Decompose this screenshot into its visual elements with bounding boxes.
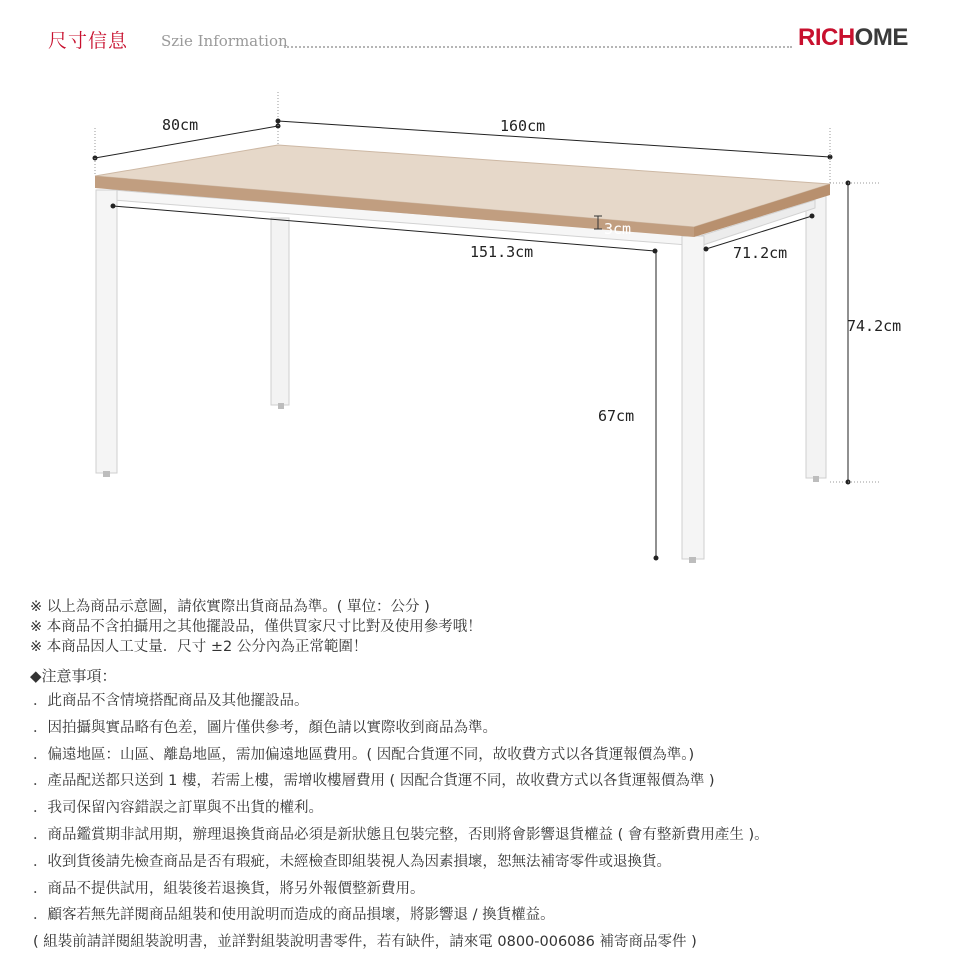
notes-list [33, 688, 950, 956]
dim-height-label: 74.2cm [847, 317, 902, 335]
disclaimer-line: ※ 以上為商品示意圖，請依實際出貨商品為準。( 單位：公分 ) [30, 599, 430, 615]
dim-inner-depth-label: 71.2cm [733, 244, 788, 262]
dim-width-label: 160cm [500, 117, 546, 135]
list-item: ．偏遠地區：山區、離島地區，需加偏遠地區費用。( 因配合貨運不同，故收費方式以各貨運報價為準。) [33, 746, 695, 763]
list-item: ．產品配送都只送到 1 樓，若需上樓，需增收樓層費用 ( 因配合貨運不同，故收費方式以各貨運報價為準 ) [33, 773, 715, 790]
disclaimer-line: ※ 本商品不含拍攝用之其他擺設品，僅供買家尺寸比對及使用參考哦！ [30, 619, 482, 635]
table-leg-front-left [96, 190, 117, 473]
dim-clearance-label: 67cm [598, 407, 635, 425]
list-item: ( 組裝前請詳閱組裝說明書，並詳對組裝說明書零件，若有缺件，請來電 0800-006086 補寄商品零件 ) [33, 934, 697, 951]
dim-thickness-label: 3cm [604, 220, 632, 238]
notes-heading: ◆注意事項： [30, 667, 117, 685]
notes-section [30, 597, 950, 956]
list-item: ．商品不提供試用，組裝後若退換貨，將另外報價整新費用。 [33, 880, 425, 897]
dim-depth-label: 80cm [162, 116, 199, 134]
section-subtitle: Szie Information [161, 32, 288, 50]
list-item: ．收到貨後請先檢查商品是否有瑕疵，未經檢查即組裝視人為因素損壞，恕無法補寄零件或退換貨。 [33, 853, 671, 870]
disclaimer-line: ※ 本商品因人工丈量．尺寸 ±2 公分內為正常範圍！ [30, 639, 368, 655]
list-item: ．商品鑑賞期非試用期，辦理退換貨商品必須是新狀態且包裝完整，否則將會影響退貨權益 ( 會有整新費用產生 )。 [33, 826, 769, 843]
dim-inner-width-label: 151.3cm [470, 243, 534, 261]
table-leg-front-right [682, 236, 704, 559]
section-title: 尺寸信息 [48, 30, 129, 52]
list-item: ．此商品不含情境搭配商品及其他擺設品。 [33, 693, 309, 709]
list-item: ．顧客若無先詳閱商品組裝和使用說明而造成的商品損壞，將影響退 / 換貨權益。 [33, 907, 555, 924]
brand-logo: RICHOME [798, 24, 908, 51]
list-item: ．因拍攝與實品略有色差，圖片僅供參考，顏色請以實際收到商品為準。 [33, 719, 497, 736]
table-leg-back-right [806, 196, 826, 478]
table-leg-back-left [271, 218, 289, 405]
list-item: ．我司保留內容錯誤之訂單與不出貨的權利。 [33, 800, 323, 817]
